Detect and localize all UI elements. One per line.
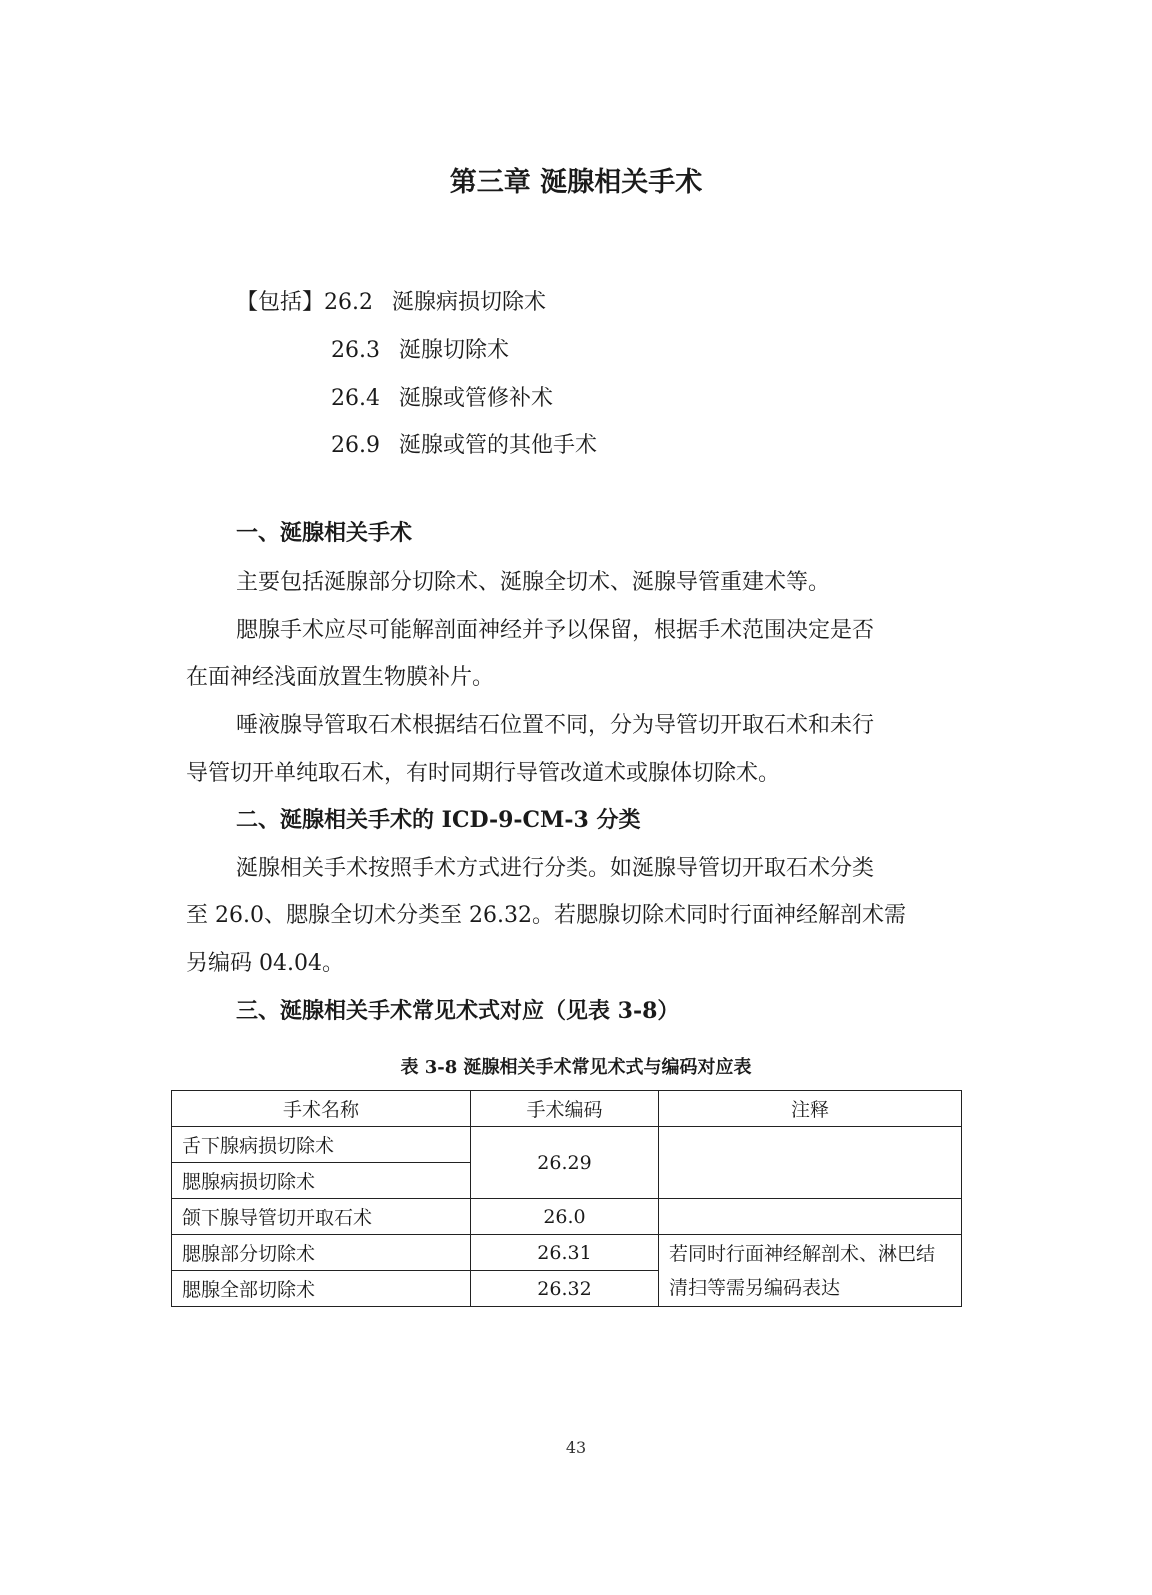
table-caption: 表 3-8 涎腺相关手术常见术式与编码对应表 — [400, 1057, 752, 1078]
procedure-name: 腮腺病损切除术 — [172, 1163, 471, 1199]
table-row — [172, 1127, 962, 1163]
page-number: 43 — [565, 1438, 587, 1457]
paragraph: 腮腺手术应尽可能解剖面神经并予以保留，根据手术范围决定是否 — [236, 618, 875, 643]
procedure-name: 腮腺全部切除术 — [172, 1271, 471, 1307]
paragraph: 主要包括涎腺部分切除术、涎腺全切术、涎腺导管重建术等。 — [236, 570, 831, 595]
code-table — [171, 1090, 962, 1307]
procedure-name: 颌下腺导管切开取石术 — [172, 1199, 471, 1235]
procedure-code: 26.32 — [471, 1271, 659, 1307]
section-heading: 二、涎腺相关手术的 ICD-9-CM-3 分类 — [236, 807, 641, 833]
includes-code: 26.9 — [331, 433, 380, 458]
includes-item — [331, 428, 597, 459]
procedure-name: 腮腺部分切除术 — [172, 1235, 471, 1271]
paragraph: 唾液腺导管取石术根据结石位置不同，分为导管切开取石术和未行 — [236, 713, 875, 738]
paragraph: 另编码 04.04。 — [186, 951, 344, 976]
paragraph: 涎腺相关手术按照手术方式进行分类。如涎腺导管切开取石术分类 — [236, 856, 875, 881]
column-header: 注释 — [659, 1091, 962, 1127]
paragraph: 导管切开单纯取石术，有时同期行导管改道术或腺体切除术。 — [186, 761, 781, 786]
includes-name: 涎腺切除术 — [399, 338, 510, 363]
includes-name: 涎腺或管修补术 — [399, 386, 554, 411]
includes-item — [331, 381, 553, 412]
includes-code: 26.2 — [324, 290, 373, 315]
table-header-row — [172, 1091, 962, 1127]
procedure-name: 舌下腺病损切除术 — [172, 1127, 471, 1163]
procedure-code: 26.29 — [471, 1127, 659, 1199]
note-cell — [659, 1199, 962, 1235]
includes-item — [236, 285, 546, 316]
table-row — [172, 1235, 962, 1271]
procedure-code: 26.0 — [471, 1199, 659, 1235]
section-heading: 一、涎腺相关手术 — [236, 520, 413, 546]
paragraph: 至 26.0、腮腺全切术分类至 26.32。若腮腺切除术同时行面神经解剖术需 — [186, 903, 906, 928]
includes-item — [331, 333, 509, 364]
procedure-code: 26.31 — [471, 1235, 659, 1271]
includes-prefix: 【包括】 — [236, 290, 325, 315]
page-title: 第三章 涎腺相关手术 — [449, 167, 703, 198]
includes-name: 涎腺病损切除术 — [392, 290, 547, 315]
includes-name: 涎腺或管的其他手术 — [399, 433, 598, 458]
paragraph: 在面神经浅面放置生物膜补片。 — [186, 665, 495, 690]
column-header: 手术名称 — [172, 1091, 471, 1127]
includes-code: 26.4 — [331, 386, 380, 411]
column-header: 手术编码 — [471, 1091, 659, 1127]
section-heading: 三、涎腺相关手术常见术式对应（见表 3-8） — [236, 998, 680, 1024]
table-row — [172, 1199, 962, 1235]
includes-code: 26.3 — [331, 338, 380, 363]
note-cell: 若同时行面神经解剖术、淋巴结清扫等需另编码表达 — [659, 1235, 962, 1307]
note-cell — [659, 1127, 962, 1199]
